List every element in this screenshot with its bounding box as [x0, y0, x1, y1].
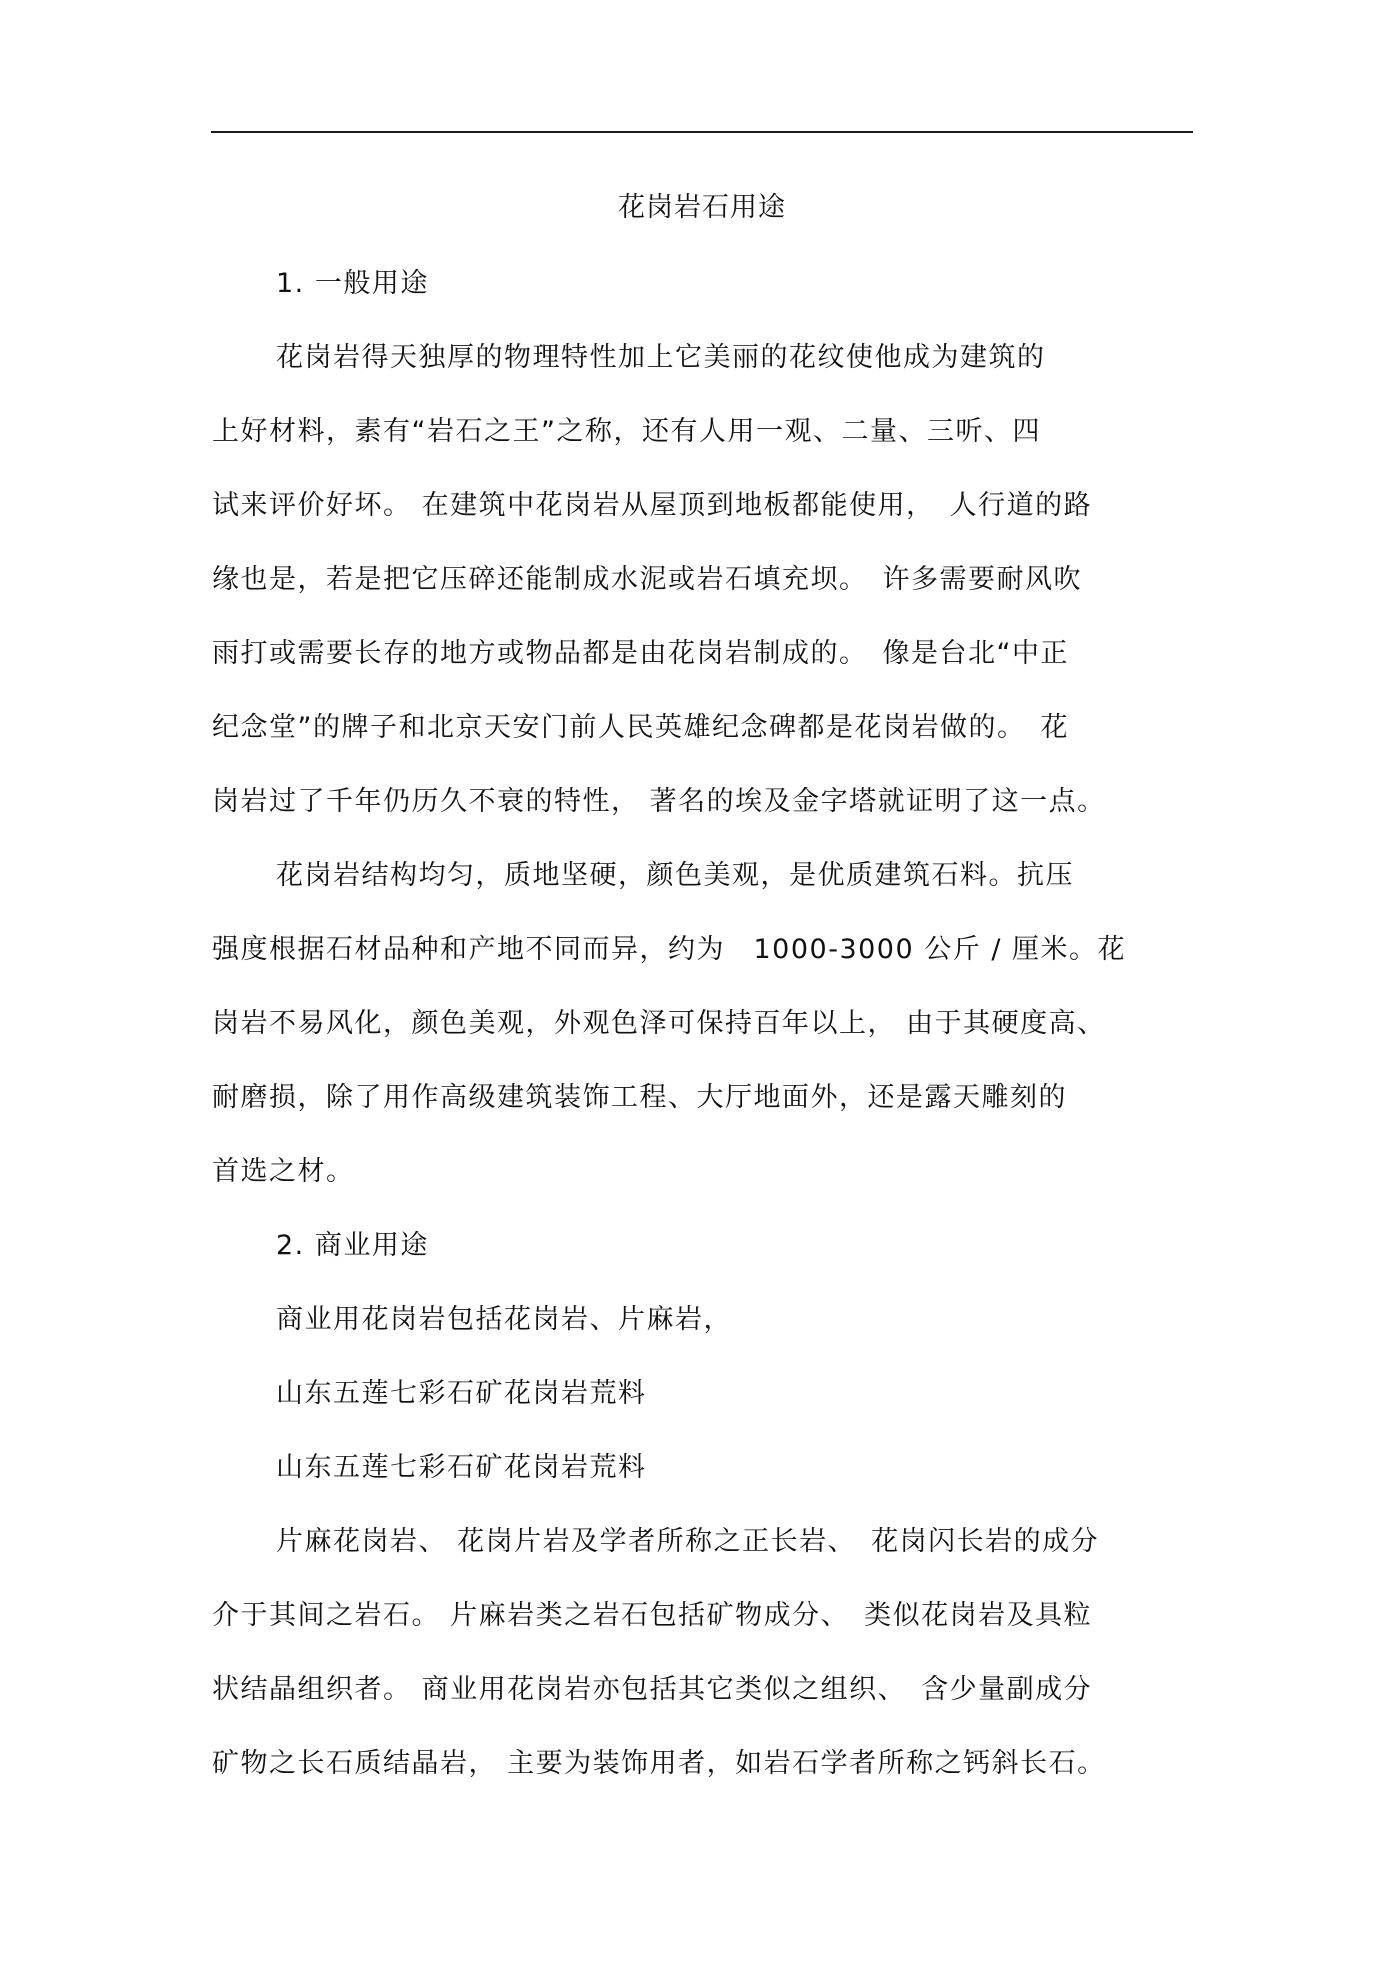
paragraph-line: 岗岩不易风化，颜色美观，外观色泽可保持百年以上， 由于其硬度高、	[212, 1008, 1106, 1039]
paragraph-line: 雨打或需要长存的地方或物品都是由花岗岩制成的。 像是台北“中正	[212, 638, 1069, 669]
page-title: 花岗岩石用途	[618, 192, 786, 223]
paragraph-line: 介于其间之岩石。 片麻岩类之岩石包括矿物成分、 类似花岗岩及具粒	[212, 1600, 1093, 1631]
paragraph-line: 强度根据石材品种和产地不同而异，约为 1000-3000 公斤 / 厘米。花	[212, 934, 1127, 965]
section-heading-commercial: 2. 商业用途	[276, 1230, 429, 1261]
paragraph-line: 试来评价好坏。 在建筑中花岗岩从屋顶到地板都能使用， 人行道的路	[212, 490, 1093, 521]
paragraph-line: 纪念堂”的牌子和北京天安门前人民英雄纪念碑都是花岗岩做的。 花	[212, 712, 1069, 743]
paragraph-line: 山东五莲七彩石矿花岗岩荒料	[276, 1452, 647, 1483]
paragraph-line: 耐磨损，除了用作高级建筑装饰工程、大厅地面外，还是露天雕刻的	[212, 1082, 1067, 1113]
paragraph-line: 状结晶组织者。 商业用花岗岩亦包括其它类似之组织、 含少量副成分	[212, 1674, 1093, 1705]
section-heading-general: 1. 一般用途	[276, 268, 429, 299]
paragraph-line: 花岗岩得天独厚的物理特性加上它美丽的花纹使他成为建筑的	[276, 342, 1046, 373]
paragraph-line: 首选之材。	[212, 1156, 355, 1187]
paragraph-line: 岗岩过了千年仍历久不衰的特性， 著名的埃及金字塔就证明了这一点。	[212, 786, 1106, 817]
header-rule	[211, 131, 1193, 133]
paragraph-line: 上好材料，素有“岩石之王”之称，还有人用一观、二量、三听、四	[212, 416, 1041, 447]
paragraph-line: 矿物之长石质结晶岩， 主要为装饰用者，如岩石学者所称之钙斜长石。	[212, 1748, 1106, 1779]
paragraph-line: 山东五莲七彩石矿花岗岩荒料	[276, 1378, 647, 1409]
paragraph-line: 片麻花岗岩、 花岗片岩及学者所称之正长岩、 花岗闪长岩的成分	[276, 1526, 1100, 1557]
paragraph-line: 缘也是，若是把它压碎还能制成水泥或岩石填充坝。 许多需要耐风吹	[212, 564, 1082, 595]
paragraph-line: 商业用花岗岩包括花岗岩、片麻岩，	[276, 1304, 732, 1335]
paragraph-line: 花岗岩结构均匀，质地坚硬，颜色美观，是优质建筑石料。抗压	[276, 860, 1074, 891]
